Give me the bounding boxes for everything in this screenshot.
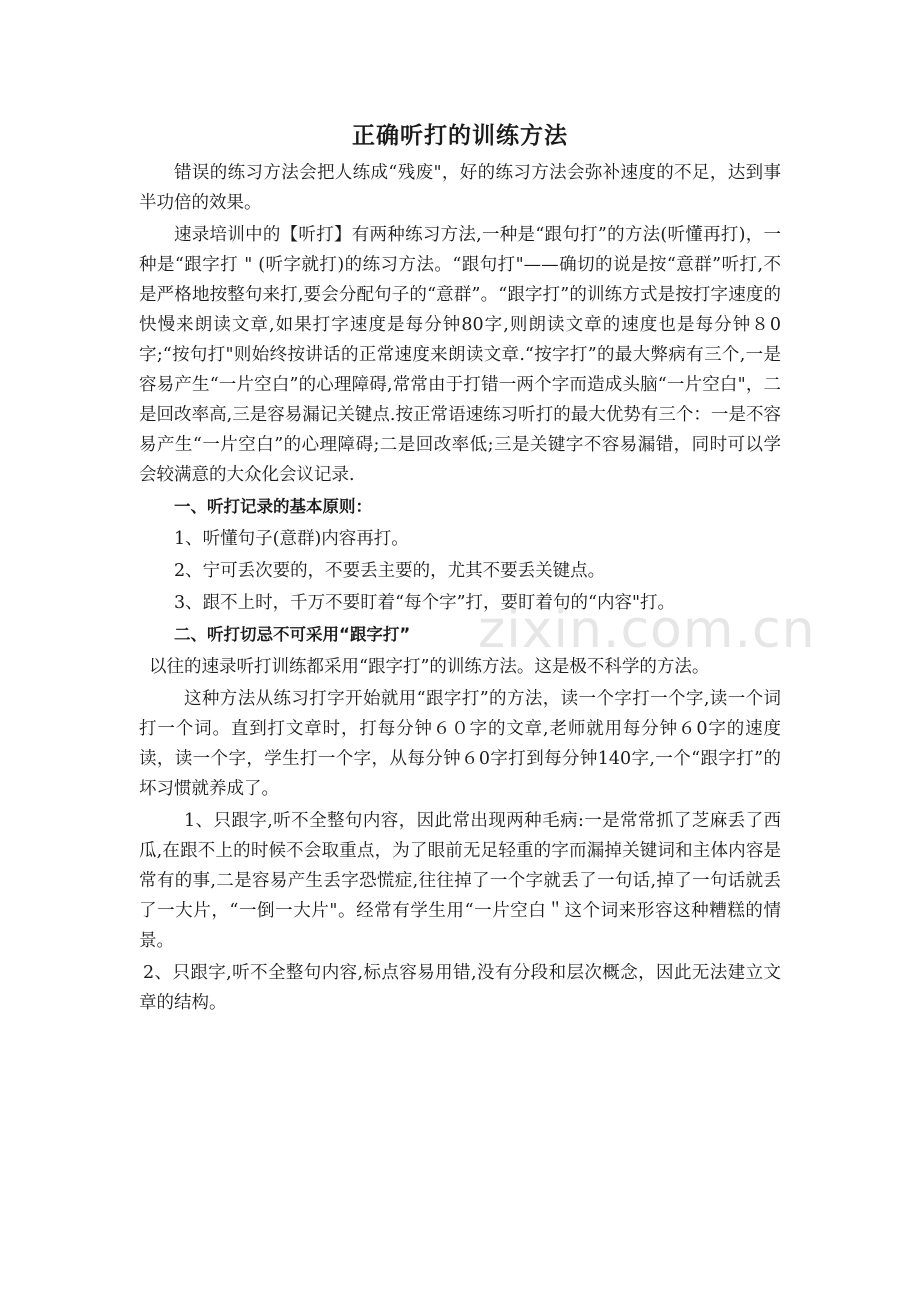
document-body <box>139 118 781 1020</box>
watermark-text: zixin.com.cn <box>478 600 816 660</box>
section-heading-principles: 一、听打记录的基本原则： <box>174 497 372 516</box>
method-paragraph: 速录培训中的【听打】有两种练习方法,一种是“跟句打”的方法(听懂再打)，一种是“跟字打 " (听字就打)的练习方法。“跟句打"——确切的说是按“意群”听打,不是严格地按整句来打,要会分配句子的“意群”。“跟字打”的训练方式是按打字速度的快慢来朗读文章,如果打字速度是每分钟80字,则朗读文章的速度也是每分钟８0字;“按句打"则始终按讲话的正常速度来朗读文章.“按字打”的最大弊病有三个,一是容易产生“一片空白”的心理障碍,常常由于打错一两个字而造成头脑“一片空白"，二是回改率高,三是容易漏记关键点.按正常语速练习听打的最大优势有三个：一是不容易产生“一片空白”的心理障碍;二是回改率低;三是关键字不容易漏错，同时可以学会较满意的大众化会议记录. <box>139 225 781 485</box>
watermark-logo <box>478 600 816 660</box>
body-paragraph: 1、只跟字,听不全整句内容，因此常出现两种毛病:一是常常抓了芝麻丢了西瓜,在跟不上的时候不会取重点，为了眼前无足轻重的字而漏掉关键词和主体内容是常有的事,二是容易产生丢字恐慌症,往往掉了一个字就丢了一句话,掉了一句话就丢了一大片，“一倒一大片"。经常有学生用“一片空白＂这个词来形容这种糟糕的情景。 <box>139 811 781 951</box>
section-heading-avoid: 二、听打切忌不可采用“跟字打” <box>174 625 411 644</box>
principle-item: 2、宁可丢次要的，不要丢主要的，尤其不要丢关键点。 <box>174 561 606 581</box>
principle-item: 1、听懂句子(意群)内容再打。 <box>174 529 409 549</box>
principle-item: 3、跟不上时，千万不要盯着“每个字”打，要盯着句的“内容"打。 <box>174 593 676 613</box>
body-paragraph: 以往的速录听打训练都采用“跟字打”的训练方法。这是极不科学的方法。 <box>149 657 710 677</box>
document-title: 正确听打的训练方法 <box>352 122 568 149</box>
body-paragraph: 2、只跟字,听不全整句内容,标点容易用错,没有分段和层次概念，因此无法建立文章的结构。 <box>139 963 781 1013</box>
body-paragraph: 这种方法从练习打字开始就用“跟字打”的方法，读一个字打一个字,读一个词打一个词。直到打文章时，打每分钟６０字的文章,老师就用每分钟６0字的速度读，读一个字，学生打一个字，从每分钟６0字打到每分钟140字,一个“跟字打”的坏习惯就养成了。 <box>139 689 781 799</box>
intro-paragraph: 错误的练习方法会把人练成“残废"，好的练习方法会弥补速度的不足，达到事半功倍的效果。 <box>139 163 781 213</box>
